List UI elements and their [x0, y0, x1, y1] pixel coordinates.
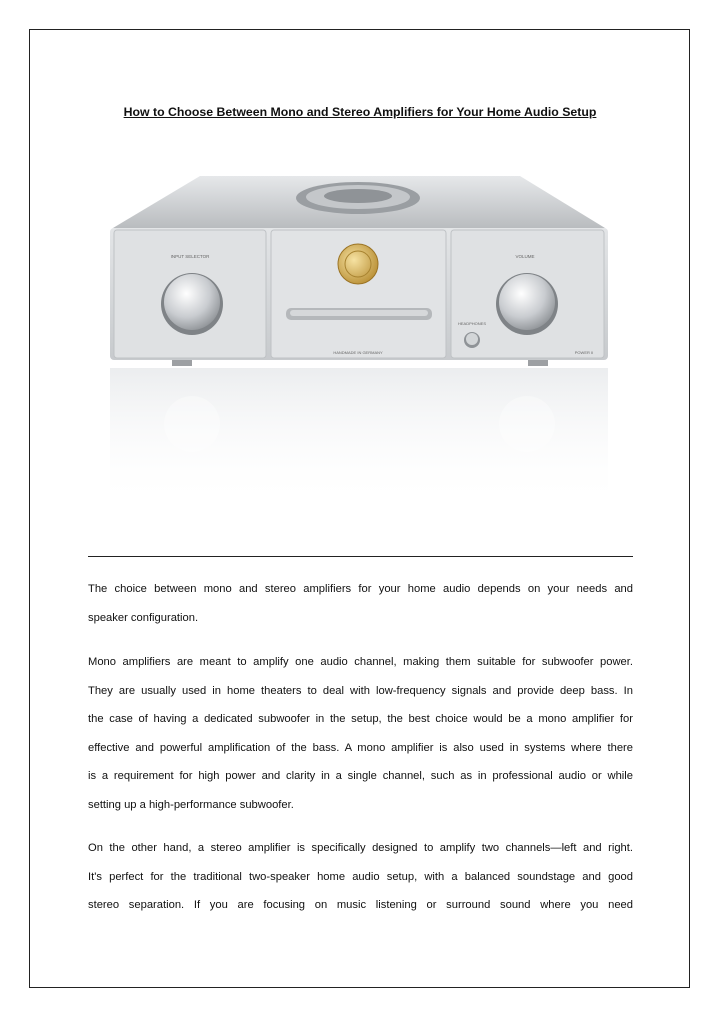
input-selector-label: INPUT SELECTOR: [170, 254, 210, 259]
paragraph-line: setting up a high-performance subwoofer.: [88, 798, 294, 811]
paragraph-line: It's perfect for the traditional two-speaker home audio setup, with a balanced soundstage and good: [88, 870, 633, 883]
amplifier-photo: [100, 168, 620, 508]
paragraph-line: effective and powerful amplification of the bass. A mono amplifier is also used in systems where there: [88, 741, 633, 754]
headphones-label: HEADPHONES: [457, 321, 487, 326]
paragraph-line: stereo separation. If you are focusing on music listening or surround sound where you need: [88, 899, 633, 911]
paragraph-line: is a requirement for high power and clarity in a single channel, such as in professional audio or while: [88, 770, 633, 782]
section-divider: [88, 556, 633, 557]
paragraph-line: The choice between mono and stereo amplifiers for your home audio depends on your needs and: [88, 583, 633, 595]
document-title: How to Choose Between Mono and Stereo Amplifiers for Your Home Audio Setup: [123, 105, 597, 119]
brand-badge: [338, 244, 378, 284]
model-label: POWER II: [574, 350, 594, 355]
volume-label: VOLUME: [515, 254, 535, 259]
paragraph-line: On the other hand, a stereo amplifier is specifically designed to amplify two channels—left and right.: [88, 842, 633, 854]
paragraph-line: the case of having a dedicated subwoofer in the setup, the best choice would be a mono amplifier for: [88, 713, 633, 725]
paragraph-1: [88, 575, 633, 632]
paragraph-line: Mono amplifiers are meant to amplify one audio channel, making them suitable for subwoofer power.: [88, 656, 633, 668]
paragraph-2: [88, 648, 633, 819]
paragraph-3: [88, 834, 633, 920]
paragraph-line: They are usually used in home theaters to deal with low-frequency signals and provide deep bass. In: [88, 684, 633, 697]
handmade-label: HANDMADE IN GERMANY: [333, 350, 383, 355]
paragraph-line: speaker configuration.: [88, 611, 199, 624]
